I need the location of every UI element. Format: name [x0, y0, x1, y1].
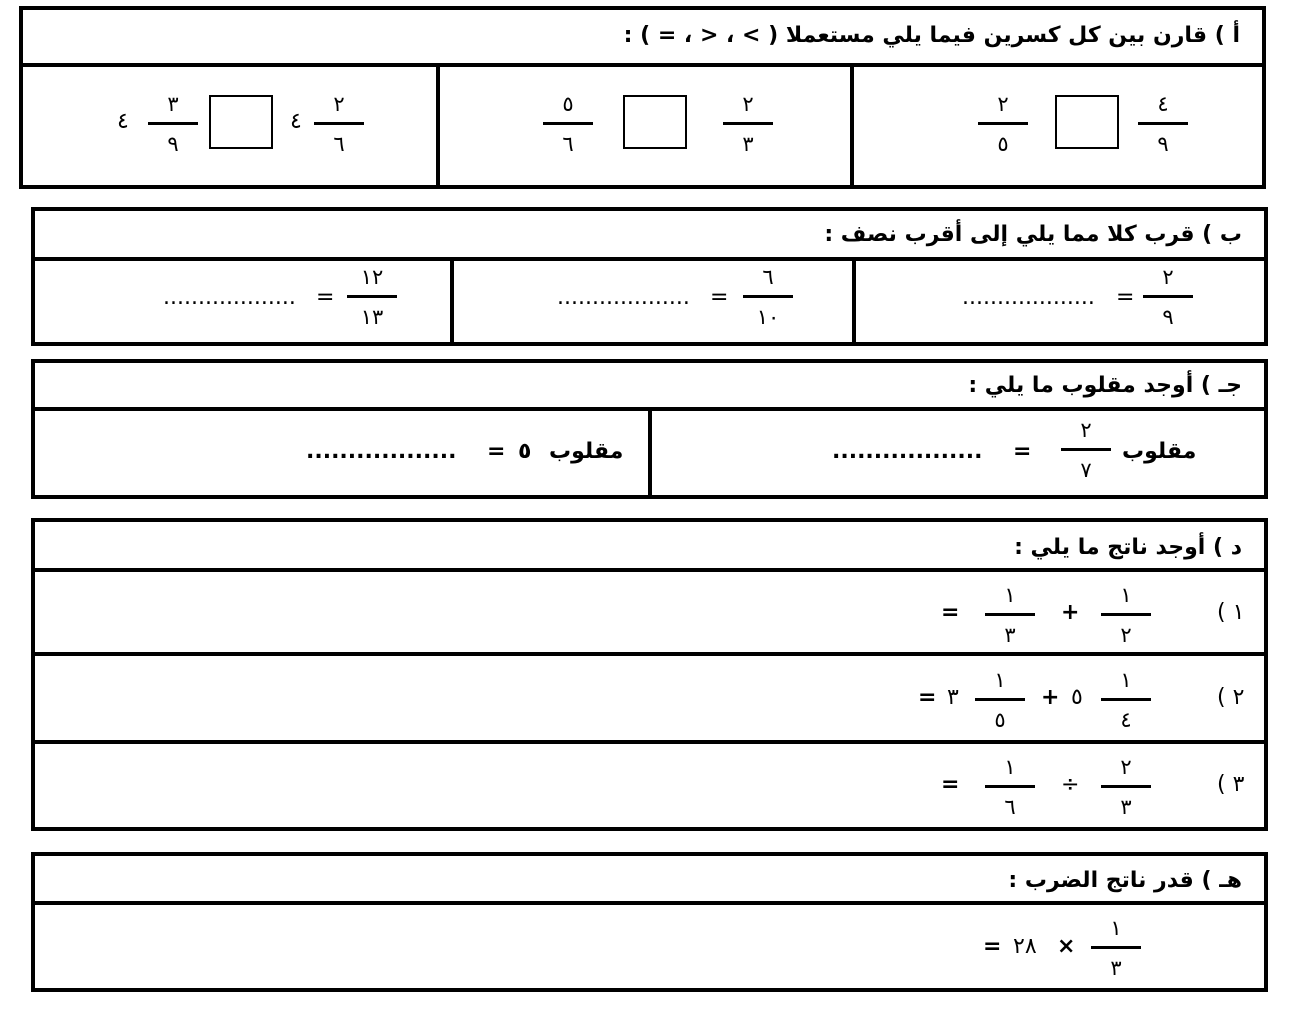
section-d — [31, 518, 1268, 831]
operator: ÷ — [1061, 772, 1080, 797]
fraction: ٢ ٣ — [1101, 754, 1151, 820]
number: ٢٨ — [1013, 934, 1037, 959]
section-a-header: أ ) قارن بين كل كسرين فيما يلي مستعملا ( > ، < ، = ) : — [23, 10, 1262, 67]
equals-sign: = — [710, 285, 729, 310]
fraction: ١ ٤ — [1101, 667, 1151, 733]
compare-item-3 — [23, 67, 436, 185]
equals-sign: = — [941, 600, 960, 625]
section-e-header: هـ ) قدر ناتج الضرب : — [35, 856, 1264, 905]
round-item-3 — [35, 261, 450, 342]
section-a — [19, 6, 1266, 189]
problem-row-1 — [35, 572, 1264, 656]
equals-sign: = — [487, 439, 506, 464]
fraction: ٢ ٧ — [1061, 417, 1111, 483]
equals-sign: = — [1013, 439, 1032, 464]
answer-blank[interactable]: ................... — [163, 285, 296, 310]
reciprocal-word: مقلوب — [1122, 439, 1197, 464]
whole-number: ٤ — [290, 109, 302, 134]
problem-label: ١ ) — [1217, 600, 1245, 625]
fraction: ١ ٥ — [975, 667, 1025, 733]
equals-sign: = — [983, 934, 1002, 959]
section-d-header: د ) أوجد ناتج ما يلي : — [35, 522, 1264, 572]
operator: + — [1041, 685, 1060, 710]
round-item-2 — [454, 261, 852, 342]
whole-number: ٥ — [1071, 685, 1083, 710]
answer-blank[interactable]: ................... — [962, 285, 1095, 310]
answer-blank[interactable]: ................... — [557, 285, 690, 310]
equals-sign: = — [941, 772, 960, 797]
whole-number: ٣ — [947, 685, 959, 710]
problem-row-2 — [35, 656, 1264, 742]
fraction: ١ ٣ — [1091, 915, 1141, 981]
fraction: ٥ ٦ — [543, 91, 593, 157]
section-c — [31, 359, 1268, 499]
whole-number: ٤ — [117, 109, 129, 134]
reciprocal-item-1 — [652, 411, 1264, 495]
section-e — [31, 852, 1268, 992]
reciprocal-word: مقلوب — [549, 439, 624, 464]
answer-box[interactable] — [1055, 95, 1119, 149]
compare-item-2 — [440, 67, 850, 185]
fraction: ١٢ ١٣ — [347, 264, 397, 330]
fraction: ٤ ٩ — [1138, 91, 1188, 157]
equals-sign: = — [918, 685, 937, 710]
fraction: ٢ ٦ — [314, 91, 364, 157]
round-item-1 — [856, 261, 1264, 342]
answer-blank[interactable]: .................. — [306, 439, 457, 464]
fraction: ٦ ١٠ — [743, 264, 793, 330]
answer-blank[interactable]: .................. — [832, 439, 983, 464]
estimate-row — [35, 905, 1264, 988]
fraction: ٢ ٩ — [1143, 264, 1193, 330]
operator: + — [1061, 600, 1080, 625]
problem-row-3 — [35, 744, 1264, 831]
fraction: ٢ ٥ — [978, 91, 1028, 157]
fraction: ١ ٣ — [985, 582, 1035, 648]
section-b-header: ب ) قرب كلا مما يلي إلى أقرب نصف : — [35, 211, 1264, 261]
section-b — [31, 207, 1268, 346]
equals-sign: = — [316, 285, 335, 310]
fraction: ١ ٢ — [1101, 582, 1151, 648]
reciprocal-item-2 — [35, 411, 648, 495]
problem-label: ٣ ) — [1217, 772, 1245, 797]
problem-label: ٢ ) — [1217, 685, 1245, 710]
answer-box[interactable] — [623, 95, 687, 149]
fraction: ٣ ٩ — [148, 91, 198, 157]
number: ٥ — [518, 439, 532, 464]
section-c-header: جـ ) أوجد مقلوب ما يلي : — [35, 363, 1264, 411]
compare-item-1 — [854, 67, 1262, 185]
fraction: ١ ٦ — [985, 754, 1035, 820]
answer-box[interactable] — [209, 95, 273, 149]
fraction: ٢ ٣ — [723, 91, 773, 157]
operator: × — [1057, 934, 1076, 959]
equals-sign: = — [1116, 285, 1135, 310]
